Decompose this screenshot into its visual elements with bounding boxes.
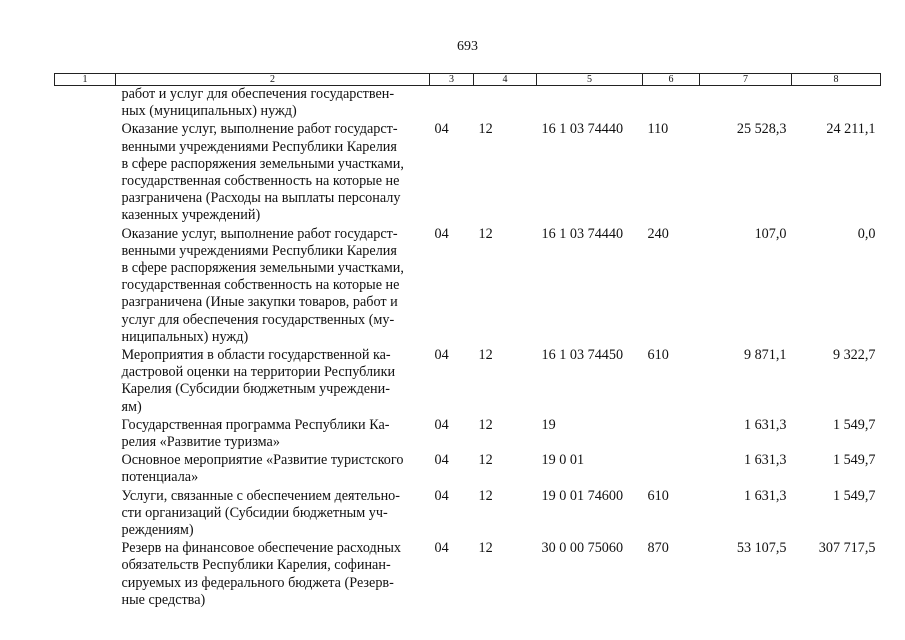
target-article-code: 16 1 03 74450 (541, 347, 624, 364)
section-code: 04 (434, 416, 449, 433)
expense-name-line: работ и услуг для обеспечения государствен- (121, 86, 395, 102)
expense-name-line: государственная собственность на которые не (121, 277, 400, 294)
expense-name-line: государственная собственность на которые не (121, 173, 400, 190)
table-row (55, 347, 881, 417)
section-code: 04 (434, 452, 449, 469)
expense-name-line: услуг для обеспечения государственных (му- (121, 311, 395, 328)
expense-name-line: в сфере распоряжения земельными участками, (121, 155, 404, 172)
section-code: 04 (434, 540, 449, 557)
amount-year-2: 24 211,1 (826, 121, 876, 138)
expense-name-line: релия «Развитие туризма» (121, 434, 280, 451)
expense-type-code: 610 (647, 487, 669, 504)
table-row (55, 121, 881, 225)
target-article-code: 16 1 03 74440 (541, 225, 624, 242)
expense-name (116, 121, 430, 225)
expense-name-line: Оказание услуг, выполнение работ государст- (121, 121, 398, 138)
amount-year-2: 1 549,7 (832, 416, 876, 433)
row-blank-cell (55, 452, 116, 487)
expense-type-code (643, 86, 700, 122)
subsection-code: 12 (478, 487, 493, 504)
expense-name-line: сти организаций (Субсидии бюджетным уч- (121, 504, 388, 521)
amount-year-1: 1 631,3 (743, 452, 787, 469)
expense-name (116, 488, 430, 541)
row-blank-cell (55, 417, 116, 452)
amount-year-1: 1 631,3 (743, 487, 787, 504)
expense-name-line: ниципальных) нужд) (121, 328, 249, 345)
expense-name-line: ные средства) (121, 591, 206, 608)
expense-name-line: Мероприятия в области государственной ка- (121, 347, 391, 364)
amount-year-1: 107,0 (754, 225, 787, 242)
expense-name (116, 540, 430, 610)
amount-year-1: 9 871,1 (743, 347, 787, 364)
expense-name (116, 452, 430, 487)
expense-type-code: 610 (647, 347, 669, 364)
expense-name-line: сируемых из федерального бюджета (Резерв- (121, 574, 394, 591)
section-code: 04 (434, 121, 449, 138)
subsection-code: 12 (478, 225, 493, 242)
row-blank-cell (55, 347, 116, 417)
column-header-2: 2 (116, 74, 430, 86)
amount-year-2: 1 549,7 (832, 487, 876, 504)
expense-type-code (643, 452, 700, 487)
expense-name-line: разграничена (Иные закупки товаров, работ и (121, 294, 398, 311)
expense-name-line: венными учреждениями Республики Карелия (121, 242, 397, 259)
expense-name-line: потенциала» (121, 469, 199, 486)
expense-name-line: в сфере распоряжения земельными участками, (121, 260, 404, 277)
expense-name-line: Основное мероприятие «Развитие туристского (121, 452, 404, 469)
expense-name-line: дастровой оценки на территории Республики (121, 364, 396, 381)
row-blank-cell (55, 488, 116, 541)
expense-type-code (643, 417, 700, 452)
expense-name (116, 86, 430, 122)
target-article-code (537, 86, 643, 122)
row-blank-cell (55, 86, 116, 122)
amount-year-1 (700, 86, 792, 122)
target-article-code: 19 0 01 74600 (541, 487, 624, 504)
expense-type-code: 240 (647, 225, 669, 242)
section-code: 04 (434, 225, 449, 242)
subsection-code: 12 (478, 347, 493, 364)
expense-name-line: ям) (121, 398, 142, 415)
budget-table (54, 73, 881, 610)
expense-name-line: Услуги, связанные с обеспечением деятельно- (121, 487, 401, 504)
row-blank-cell (55, 226, 116, 347)
subsection-code: 12 (478, 452, 493, 469)
expense-name (116, 417, 430, 452)
expense-name (116, 226, 430, 347)
target-article-code: 19 0 01 (541, 452, 585, 469)
expense-name-line: Государственная программа Республики Ка- (121, 416, 390, 433)
section-code: 04 (434, 347, 449, 364)
section-code (430, 86, 474, 122)
amount-year-2 (792, 86, 881, 122)
expense-name-line: реждениям) (121, 522, 194, 539)
column-header-6: 6 (643, 74, 700, 86)
expense-type-code: 870 (647, 540, 669, 557)
amount-year-2: 1 549,7 (832, 452, 876, 469)
expense-name-line: Оказание услуг, выполнение работ государст- (121, 225, 398, 242)
amount-year-2: 0,0 (857, 225, 876, 242)
column-header-4: 4 (474, 74, 537, 86)
target-article-code: 30 0 00 75060 (541, 540, 624, 557)
expense-name (116, 347, 430, 417)
table-header (55, 74, 881, 86)
expense-name-line: разграничена (Расходы на выплаты персоналу (121, 190, 401, 207)
expense-type-code: 110 (647, 121, 669, 138)
amount-year-1: 1 631,3 (743, 416, 787, 433)
row-blank-cell (55, 540, 116, 610)
amount-year-1: 53 107,5 (736, 540, 787, 557)
expense-name-line: Резерв на финансовое обеспечение расходных (121, 540, 401, 557)
table-row (55, 417, 881, 452)
subsection-code: 12 (478, 416, 493, 433)
column-header-7: 7 (700, 74, 792, 86)
column-header-8: 8 (792, 74, 881, 86)
table-body (55, 86, 881, 611)
table-row (55, 488, 881, 541)
amount-year-2: 307 717,5 (818, 540, 876, 557)
expense-name-line: обязательств Республики Карелия, софинан- (121, 557, 391, 574)
page-number: 693 (457, 39, 478, 54)
subsection-code (474, 86, 537, 122)
table-row (55, 86, 881, 122)
column-header-1: 1 (55, 74, 116, 86)
amount-year-1: 25 528,3 (736, 121, 787, 138)
subsection-code: 12 (478, 121, 493, 138)
column-header-3: 3 (430, 74, 474, 86)
subsection-code: 12 (478, 540, 493, 557)
table-row (55, 226, 881, 347)
expense-name-line: Карелия (Субсидии бюджетным учреждени- (121, 381, 390, 398)
row-blank-cell (55, 121, 116, 225)
table-row (55, 540, 881, 610)
column-header-5: 5 (537, 74, 643, 86)
target-article-code: 16 1 03 74440 (541, 121, 624, 138)
amount-year-2: 9 322,7 (832, 347, 876, 364)
table-row (55, 452, 881, 487)
expense-name-line: ных (муниципальных) нужд) (121, 103, 297, 120)
expense-name-line: казенных учреждений) (121, 207, 261, 224)
target-article-code: 19 (541, 416, 556, 433)
section-code: 04 (434, 487, 449, 504)
expense-name-line: венными учреждениями Республики Карелия (121, 138, 397, 155)
